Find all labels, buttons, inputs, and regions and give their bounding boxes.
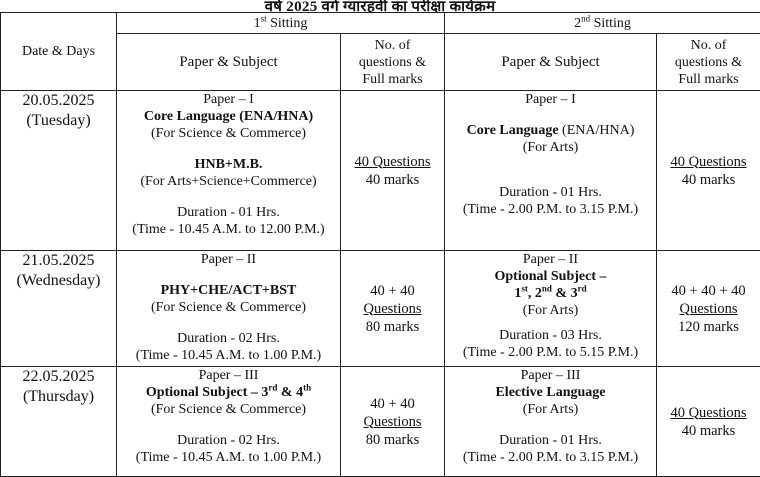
second-sitting-marks: 40 + 40 + 40 Questions 120 marks — [657, 251, 760, 367]
second-sitting-marks: 40 Questions 40 marks — [657, 91, 760, 251]
exam-date: 21.05.2025 (Wednesday) — [1, 251, 117, 367]
paper-subject-header-1: Paper & Subject — [117, 34, 341, 91]
questions-marks-header-1: No. of questions & Full marks — [341, 34, 445, 91]
exam-date: 20.05.2025 (Tuesday) — [1, 91, 117, 251]
first-sitting-marks: 40 + 40 Questions 80 marks — [341, 367, 445, 477]
exam-schedule-table — [0, 12, 760, 477]
first-sitting-paper: Paper – III Optional Subject – 3rd & 4th (For Science & Commerce) Duration - 02 Hrs. (Time - 10.45 A.M. to 1.00 P.M.) — [117, 367, 341, 477]
table-row — [1, 91, 760, 251]
table-row — [1, 367, 760, 477]
paper-subject-header-2: Paper & Subject — [445, 34, 657, 91]
second-sitting-paper: Paper – I Core Language (ENA/HNA) (For Arts) Duration - 01 Hrs. (Time - 2.00 P.M. to 3.15 P.M.) — [445, 91, 657, 251]
questions-marks-header-2: No. of questions & Full marks — [657, 34, 760, 91]
first-sitting-header: 1st Sitting — [117, 13, 445, 34]
sitting-header-row — [1, 13, 760, 34]
first-sitting-paper: Paper – II PHY+CHE/ACT+BST (For Science & Commerce) Duration - 02 Hrs. (Time - 10.45 A.M. to 1.00 P.M.) — [117, 251, 341, 367]
first-sitting-marks: 40 Questions 40 marks — [341, 91, 445, 251]
second-sitting-paper: Paper – II Optional Subject – 1st, 2nd & 3rd (For Arts) Duration - 03 Hrs. (Time - 2.00 P.M. to 5.15 P.M.) — [445, 251, 657, 367]
page-title: वर्ष 2025 वर्ग ग्यारहवीं का परीक्षा कार्यक्रम — [0, 0, 760, 16]
date-days-header: Date & Days — [1, 13, 117, 91]
first-sitting-paper: Paper – I Core Language (ENA/HNA) (For Science & Commerce) HNB+M.B. (For Arts+Science+Commerce) Duration - 01 Hrs. (Time - 10.45 A.M. to 12.00 P.M.) — [117, 91, 341, 251]
second-sitting-marks: 40 Questions 40 marks — [657, 367, 760, 477]
first-sitting-marks: 40 + 40 Questions 80 marks — [341, 251, 445, 367]
exam-date: 22.05.2025 (Thursday) — [1, 367, 117, 477]
second-sitting-paper: Paper – III Elective Language (For Arts) Duration - 01 Hrs. (Time - 2.00 P.M. to 3.15 P.M.) — [445, 367, 657, 477]
table-row — [1, 251, 760, 367]
second-sitting-header: 2nd Sitting — [445, 13, 760, 34]
